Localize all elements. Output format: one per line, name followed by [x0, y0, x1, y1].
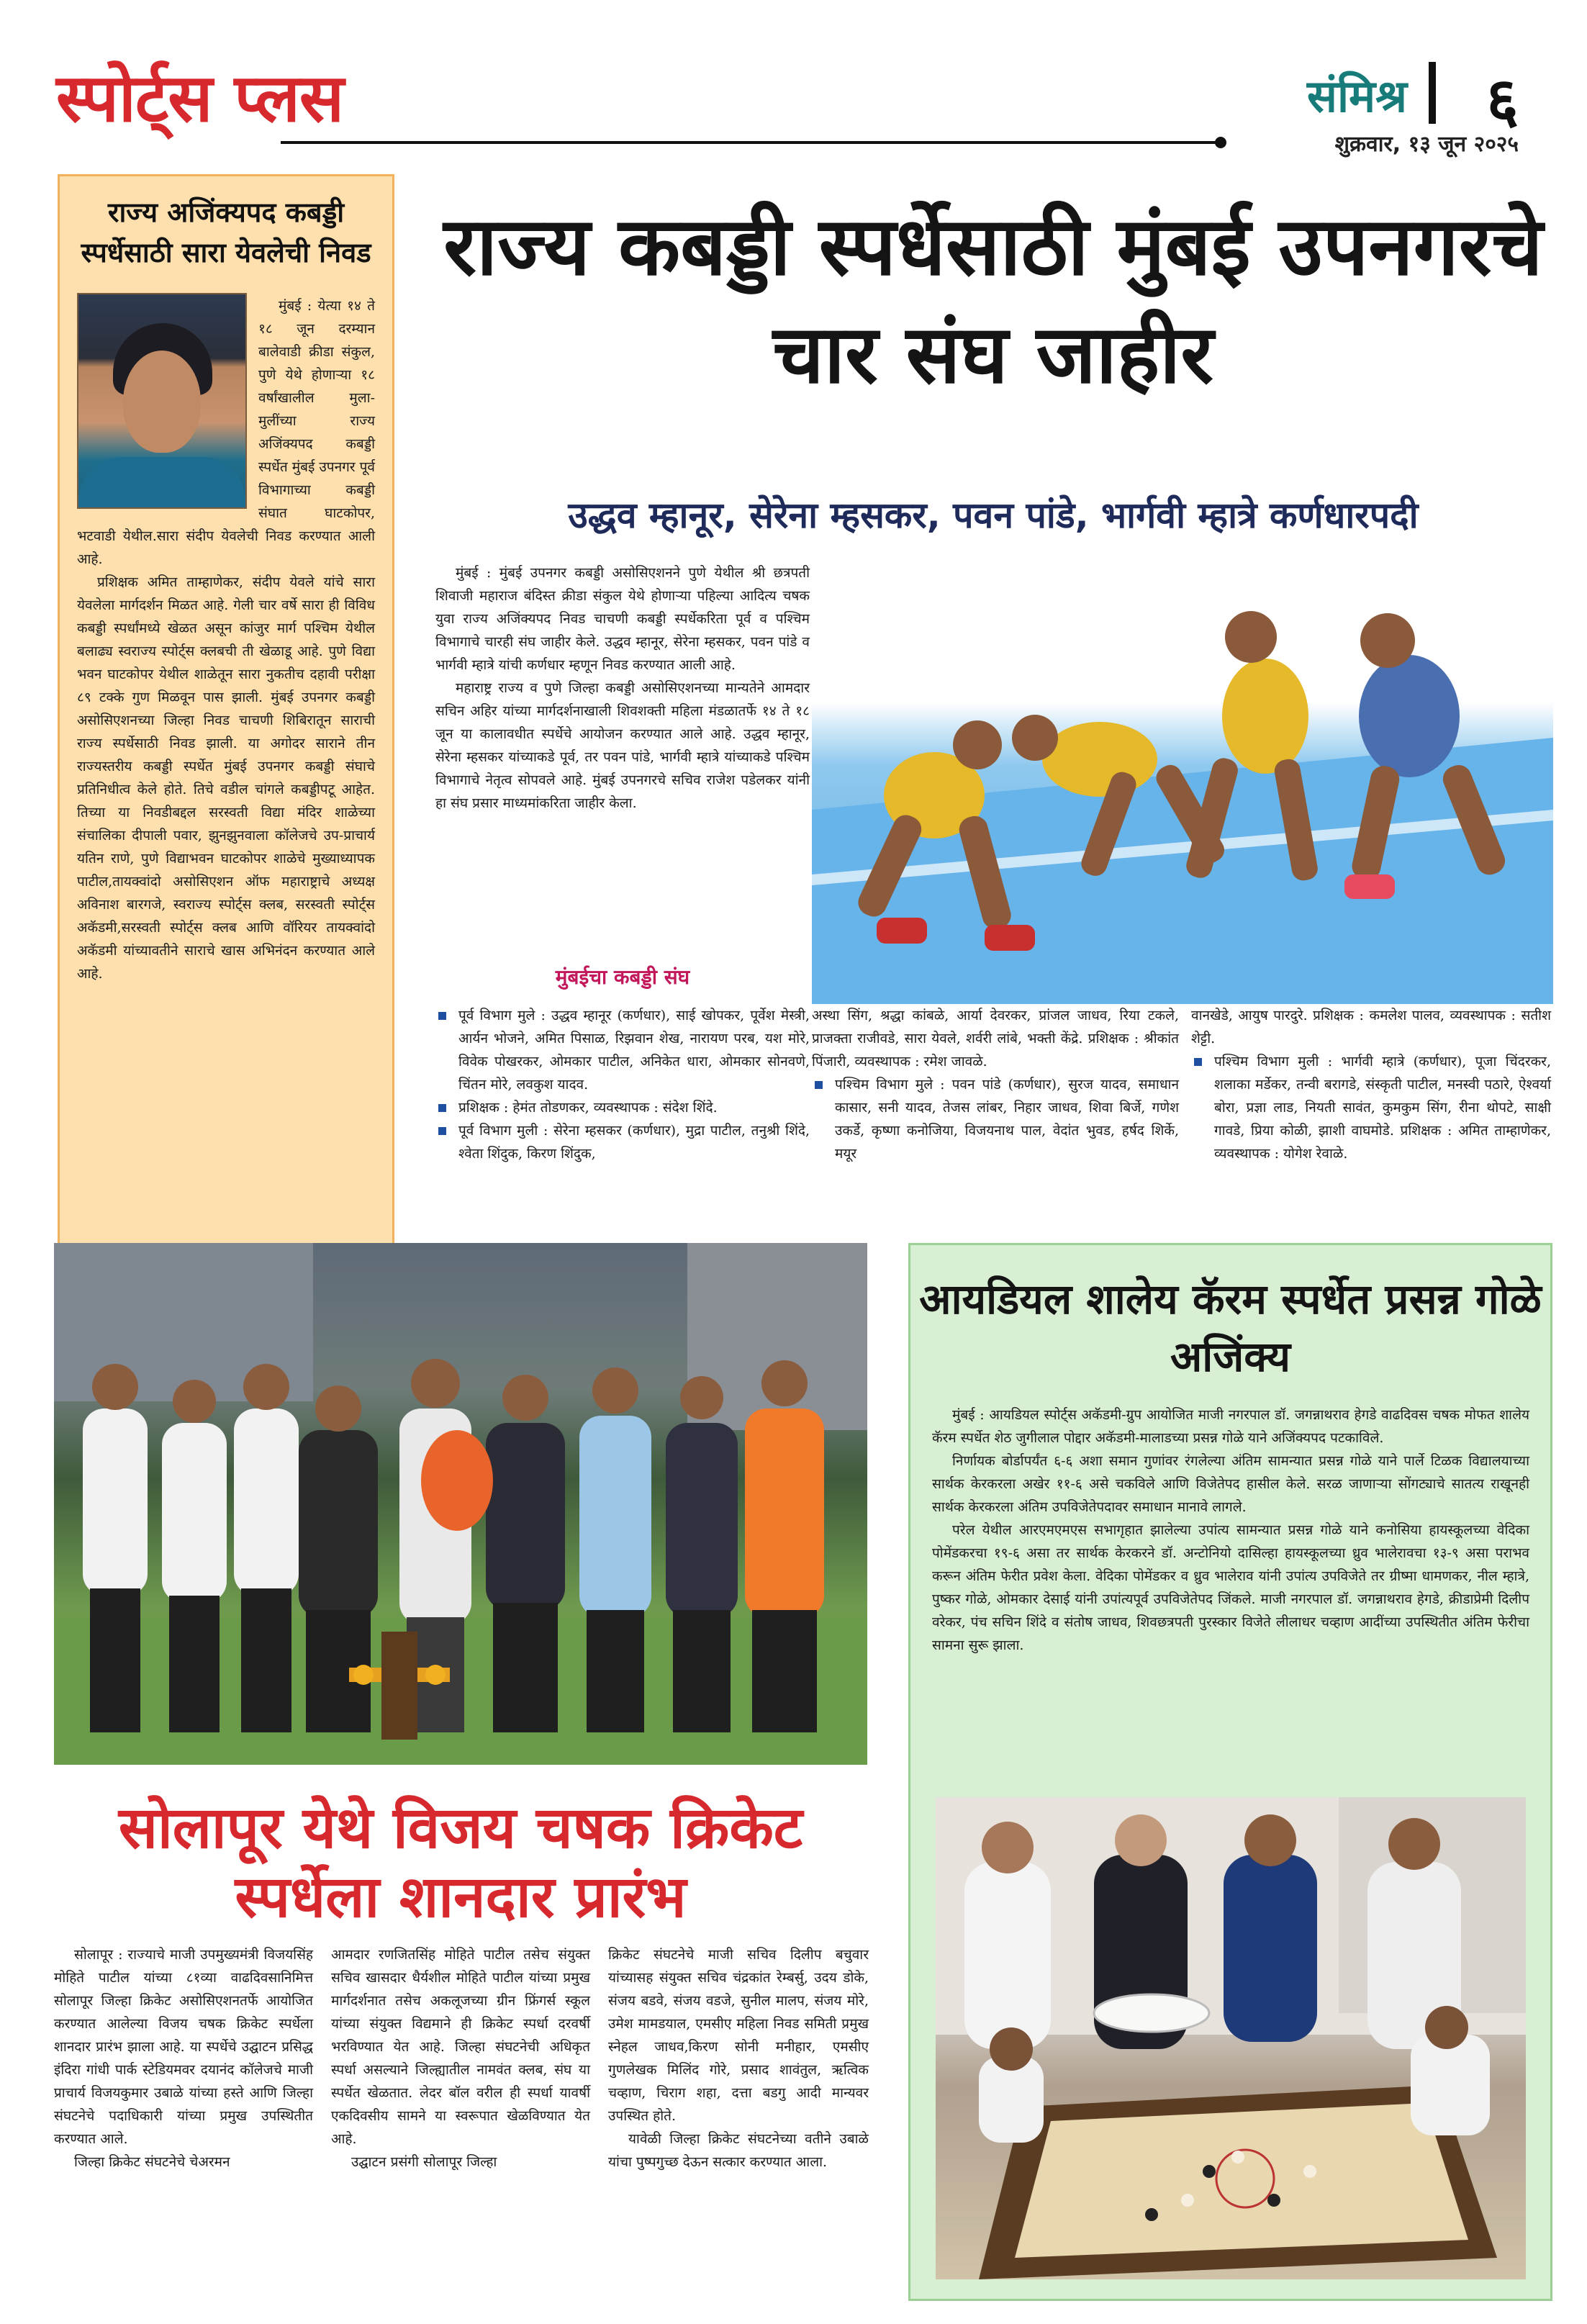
- cricket-paragraph: यावेळी जिल्हा क्रिकेट संघटनेच्या वतीने उबाळे यांचा पुष्पगुच्छ देऊन सत्कार करण्यात आला.: [608, 2131, 869, 2170]
- carrom-match-photo: [936, 1797, 1526, 2279]
- cricket-paragraph: उद्घाटन प्रसंगी सोलापूर जिल्हा: [351, 2154, 497, 2170]
- cricket-inauguration-photo: [54, 1243, 867, 1765]
- teams-column-2: [812, 1004, 1179, 1165]
- left-story-headline: राज्य अजिंक्यपद कबड्डी स्पर्धेसाठी सारा येवलेची निवड: [81, 196, 371, 268]
- carrom-paragraph: निर्णायक बोर्डापर्यंत ६-६ अशा समान गुणांवर रंगलेल्या अंतिम सामन्यात प्रसन्न गोळे याने पार्ले टिळक विद्यालयाच्या सार्थक केरकरला अखेर ११-६ असे चकविले आणि विजेतेपद हासील केले. सरळ जाणाऱ्या सोंगट्याचे सातत्य राखूनही सार्थक केरकरला अंतिम उपविजेतेपदावर समाधान मानावे लागले.: [932, 1453, 1529, 1515]
- main-story-body: [435, 561, 810, 815]
- carrom-paragraph: मुंबई : आयडियल स्पोर्ट्स अकॅडमी-ग्रुप आयोजित माजी नगरपाल डॉ. जगन्नाथराव हेगडे वाढदिवस चषक मोफत शालेय कॅरम स्पर्धेत शेठ जुगीलाल पोद्दार अकॅडमी-मालाडच्या प्रसन्न गोळे याने अजिंक्यपद पटकाविले.: [932, 1407, 1529, 1446]
- team-east-boys: पूर्व विभाग मुले : उद्धव म्हानूर (कर्णधार), साई खोपकर, पूर्वेश मेस्त्री, आर्यन भोजने, अमित पिसाळ, रिझवान शेख, नारायण परब, यश मोरे, विवेक पोखरकर, ओमकार पाटील, अनिकेत धारा, ओमकार सोनवणे, चिंतन मोरे, लवकुश यादव.: [435, 1004, 810, 1096]
- team-west-boys: पश्चिम विभाग मुले : पवन पांडे (कर्णधार), सुरज यादव, समाधान कासार, सनी यादव, तेजस लांबर, निहार जाधव, शिवा बिर्जे, गणेश उकर्डे, कृष्णा कनोजिया, विजयनाथ पाल, वेदांत भुवड, हर्षद शिर्के, मयूर: [812, 1073, 1179, 1165]
- cricket-paragraph: आमदार रणजितसिंह मोहिते पाटील तसेच संयुक्त सचिव खासदार धैर्यशील मोहिते पाटील यांच्या प्रमुख मार्गदर्शनात तसेच अकलूजच्या ग्रीन फ्रिंगर्स स्कूल यांच्या संयुक्त विद्यमाने ही क्रिकेट स्पर्धा दरवर्षी भरविण्यात येत आहे. जिल्हा संघटनेची अधिकृत स्पर्धा असल्याने जिल्ह्यातील नामवंत क्लब, संघ या स्पर्धेत खेळतात. लेदर बॉल वरील ही स्पर्धा यावर्षी एकदिवसीय सामने या स्वरूपात खेळविण्यात येत आहे.: [331, 1947, 590, 2147]
- team-west-girls: पश्चिम विभाग मुली : भार्गवी म्हात्रे (कर्णधार), पूजा चिंदरकर, शलाका मर्डेकर, तन्वी बरागडे, संस्कृती पाटील, मनस्वी पठारे, ऐश्वर्या बोरा, प्रज्ञा लाड, नियती सावंत, कुमकुम सिंग, रीना थोपटे, साक्षी गावडे, प्रिया कोळी, झाशी वाघमोडे. प्रशिक्षक : अमित ताम्हाणेकर, व्यवस्थापक : योगेश रेवाळे.: [1191, 1050, 1551, 1165]
- team-west-boys-cont: वानखेडे, आयुष पारदुरे. प्रशिक्षक : कमलेश पालव, व्यवस्थापक : सतीश शेट्टी.: [1191, 1008, 1551, 1046]
- left-story-box: [58, 174, 394, 1293]
- cricket-column-3: [608, 1943, 869, 2174]
- teams-column-3: [1191, 1004, 1551, 1165]
- cricket-paragraph: क्रिकेट संघटनेचे माजी सचिव दिलीप बचुवार यांच्यासह संयुक्त सचिव चंद्रकांत रेम्बर्सु, उदय डोके, संजय बडवे, संजय वडजे, सुनील मालप, संजय मोरे, उमेश मामडयाल, एमसीए महिला निवड समिती प्रमुख स्नेहल जाधव,किरण सोनी मनीहार, एमसीए गुणलेखक मिलिंद गोरे, प्रसाद शावंतुल, ऋत्विक चव्हाण, चिराग शहा, दत्ता बडगु आदी मान्यवर उपस्थित होते.: [608, 1947, 869, 2124]
- main-headline: राज्य कबड्डी स्पर्धेसाठी मुंबई उपनगरचे चार संघ जाहीर: [443, 200, 1543, 402]
- carrom-paragraph: परेल येथील आरएमएमएस सभागृहात झालेल्या उपांत्य सामन्यात प्रसन्न गोळे याने कनोसिया हायस्कूलच्या वेदिका पोमेंडकरचा १९-६ असा तर सार्थक केरकरने डॉ. अन्टोनियो दासिल्हा हायस्कूलच्या ध्रुव भालेरावचा १३-९ असा पराभव करून अंतिम फेरीत प्रवेश केला. वेदिका पोमेंडकर व ध्रुव भालेराव यांनी उपांत्य उपविजेते तर ग्रीष्मा धामणकर, नील म्हात्रे, पुष्कर गोळे, ओमकार देसाई यांनी उपांत्यपूर्व उपविजेतेपद जिंकले. माजी नगरपाल डॉ. जगन्नाथराव हेगडे, क्रीडाप्रेमी दिलीप वरेकर, पंच सचिन शिंदे व संतोष जाधव, शिवछत्रपती पुरस्कार विजेते लीलाधर चव्हाण आदींच्या उपस्थितीत अंतिम फेरीचा सामना सुरू झाला.: [932, 1522, 1529, 1653]
- masthead-rule: [281, 141, 1216, 144]
- page-number: ६: [1486, 65, 1519, 137]
- cricket-column-1: [54, 1943, 313, 2174]
- issue-date: शुक्रवार, १३ जून २०२५: [1334, 132, 1519, 157]
- cricket-headline: सोलापूर येथे विजय चषक क्रिकेट स्पर्धेला शानदार प्रारंभ: [118, 1794, 803, 1930]
- cricket-paragraph: जिल्हा क्रिकेट संघटनेचे चेअरमन: [74, 2154, 230, 2170]
- main-story-paragraph: मुंबई : मुंबई उपनगर कबड्डी असोसिएशनने पुणे येथील श्री छत्रपती शिवाजी महाराज बंदिस्त क्रीडा संकुल येथे होणाऱ्या पहिल्या आदित्य चषक युवा राज्य अजिंक्यपद निवड चाचणी कबड्डी स्पर्धेकरिता पूर्व व पश्चिम विभागाचे चारही संघ जाहीर केले. उद्धव म्हानूर, सेरेना म्हसकर, पवन पांडे व भार्गवी म्हात्रे यांची कर्णधार म्हणून निवड करण्यात आली आहे.: [435, 565, 810, 673]
- masthead-divider: [1429, 62, 1436, 124]
- section-name: संमिश्र: [1307, 70, 1407, 122]
- carrom-story-body: [932, 1403, 1529, 1657]
- teams-column-1: [435, 1004, 810, 1165]
- kabaddi-action-photo: [812, 572, 1553, 1004]
- team-east-girls: पूर्व विभाग मुली : सेरेना म्हसकर (कर्णधार), मुद्रा पाटील, तनुश्री शिंदे, श्वेता शिंदुक, किरण शिंदुक,: [435, 1119, 810, 1165]
- carrom-headline: आयडियल शालेय कॅरम स्पर्धेत प्रसन्न गोळे अजिंक्य: [919, 1275, 1542, 1381]
- main-subheadline: उद्धव म्हानूर, सेरेना म्हसकर, पवन पांडे, भार्गवी म्हात्रे कर्णधारपदी: [568, 494, 1419, 536]
- teams-heading: मुंबईचा कबड्डी संघ: [555, 965, 690, 989]
- team-east-boys-staff: प्रशिक्षक : हेमंत तोडणकर, व्यवस्थापक : संदेश शिंदे.: [435, 1096, 810, 1119]
- cricket-column-2: [331, 1943, 590, 2174]
- left-story-paragraph: मुंबई : येत्या १४ ते १८ जून दरम्यान बालेवाडी क्रीडा संकुल, पुणे येथे होणाऱ्या १८ वर्षांखालील मुला-मुलींच्या राज्य अजिंक्यपद कबड्डी स्पर्धेत मुंबई उपनगर पूर्व विभागाच्या कबड्डी संघात घाटकोपर, भटवाडी येथील.सारा संदीप येवलेची निवड करण्यात आली आहे.: [77, 298, 375, 567]
- athlete-photo: [77, 293, 247, 509]
- cricket-paragraph: सोलापूर : राज्याचे माजी उपमुख्यमंत्री विजयसिंह मोहिते पाटील यांच्या ८१व्या वाढदिवसानिमित्त सोलापूर जिल्हा क्रिकेट असोसिएशनतर्फे आयोजित करण्यात आलेल्या विजय चषक क्रिकेट स्पर्धेला शानदार प्रारंभ झाला आहे. या स्पर्धेचे उद्घाटन प्रसिद्ध इंदिरा गांधी पार्क स्टेडियमवर दयानंद कॉलेजचे माजी प्राचार्य विजयकुमार उबाळे यांच्या हस्ते आणि जिल्हा संघटनेचे पदाधिकारी यांच्या प्रमुख उपस्थितीत करण्यात आले.: [54, 1947, 313, 2147]
- masthead-brand: स्पोर्ट्स प्लस: [56, 59, 344, 137]
- team-east-girls-cont: अस्था सिंग, श्रद्धा कांबळे, आर्या देवरकर, प्रांजल जाधव, रिया टकले, प्राजक्ता राजीवडे, सारा येवले, शर्वरी लांबे, भक्ती केंद्रे. प्रशिक्षक : श्रीकांत पिंजारी, व्यवस्थापक : रमेश जावळे.: [812, 1008, 1179, 1070]
- main-story-paragraph: महाराष्ट्र राज्य व पुणे जिल्हा कबड्डी असोसिएशनच्या मान्यतेने आमदार सचिन अहिर यांच्या मार्गदर्शनाखाली शिवशक्ती महिला मंडळातर्फे १४ ते १८ जून या कालावधीत स्पर्धेचे आयोजन करण्यात आले आहे. उद्धव म्हानूर, सेरेना म्हसकर यांच्याकडे पूर्व, तर पवन पांडे, भार्गवी म्हात्रे यांच्याकडे पश्चिम विभागाचे नेतृत्व सोपवले आहे. मुंबई उपनगरचे सचिव राजेश पडेलकर यांनी हा संघ प्रसार माध्यमांकरिता जाहीर केला.: [435, 680, 810, 811]
- left-story-paragraph: प्रशिक्षक अमित ताम्हाणेकर, संदीप येवले यांचे सारा येवलेला मार्गदर्शन मिळत आहे. गेली चार वर्षे सारा ही विविध कबड्डी स्पर्धांमध्ये खेळत असून कांजुर मार्ग पश्चिम येथील बलाढ्य स्वराज्य स्पोर्ट्स क्लबची ती खेळाडू आहे. पुणे विद्या भवन घाटकोपर येथील शाळेतून सारा नुकतीच दहावी परीक्षा ८९ टक्के गुण मिळवून पास झाली. मुंबई उपनगर कबड्डी असोसिएशनच्या जिल्हा निवड चाचणी शिबिरातून साराची राज्य स्पर्धेसाठी निवड झाली. या अगोदर साराने तीन राज्यस्तरीय कबड्डी स्पर्धेत मुंबई उपनगर कबड्डी संघाचे प्रतिनिधीत्व केले होते. तिचे वडील चांगले कबड्डीपटू आहेत. तिच्या या निवडीबद्दल सरस्वती विद्या मंदिर शाळेच्या संचालिका दीपाली पवार, झुनझुनवाला कॉलेजचे उप-प्राचार्य यतिन राणे, पुणे विद्याभवन घाटकोपर शाळेचे मुख्याध्यापक पाटील,तायक्वांदो असोसिएशन ऑफ महाराष्ट्राचे अध्यक्ष अविनाश बारगजे, स्वराज्य स्पोर्ट्स क्लब, सरस्वती स्पोर्ट्स अकॅडमी,सरस्वती स्पोर्ट्स क्लब आणि वॉरियर तायक्वांदो अकॅडमी यांच्यावतीने साराचे खास अभिनंदन करण्यात आले आहे.: [77, 574, 375, 982]
